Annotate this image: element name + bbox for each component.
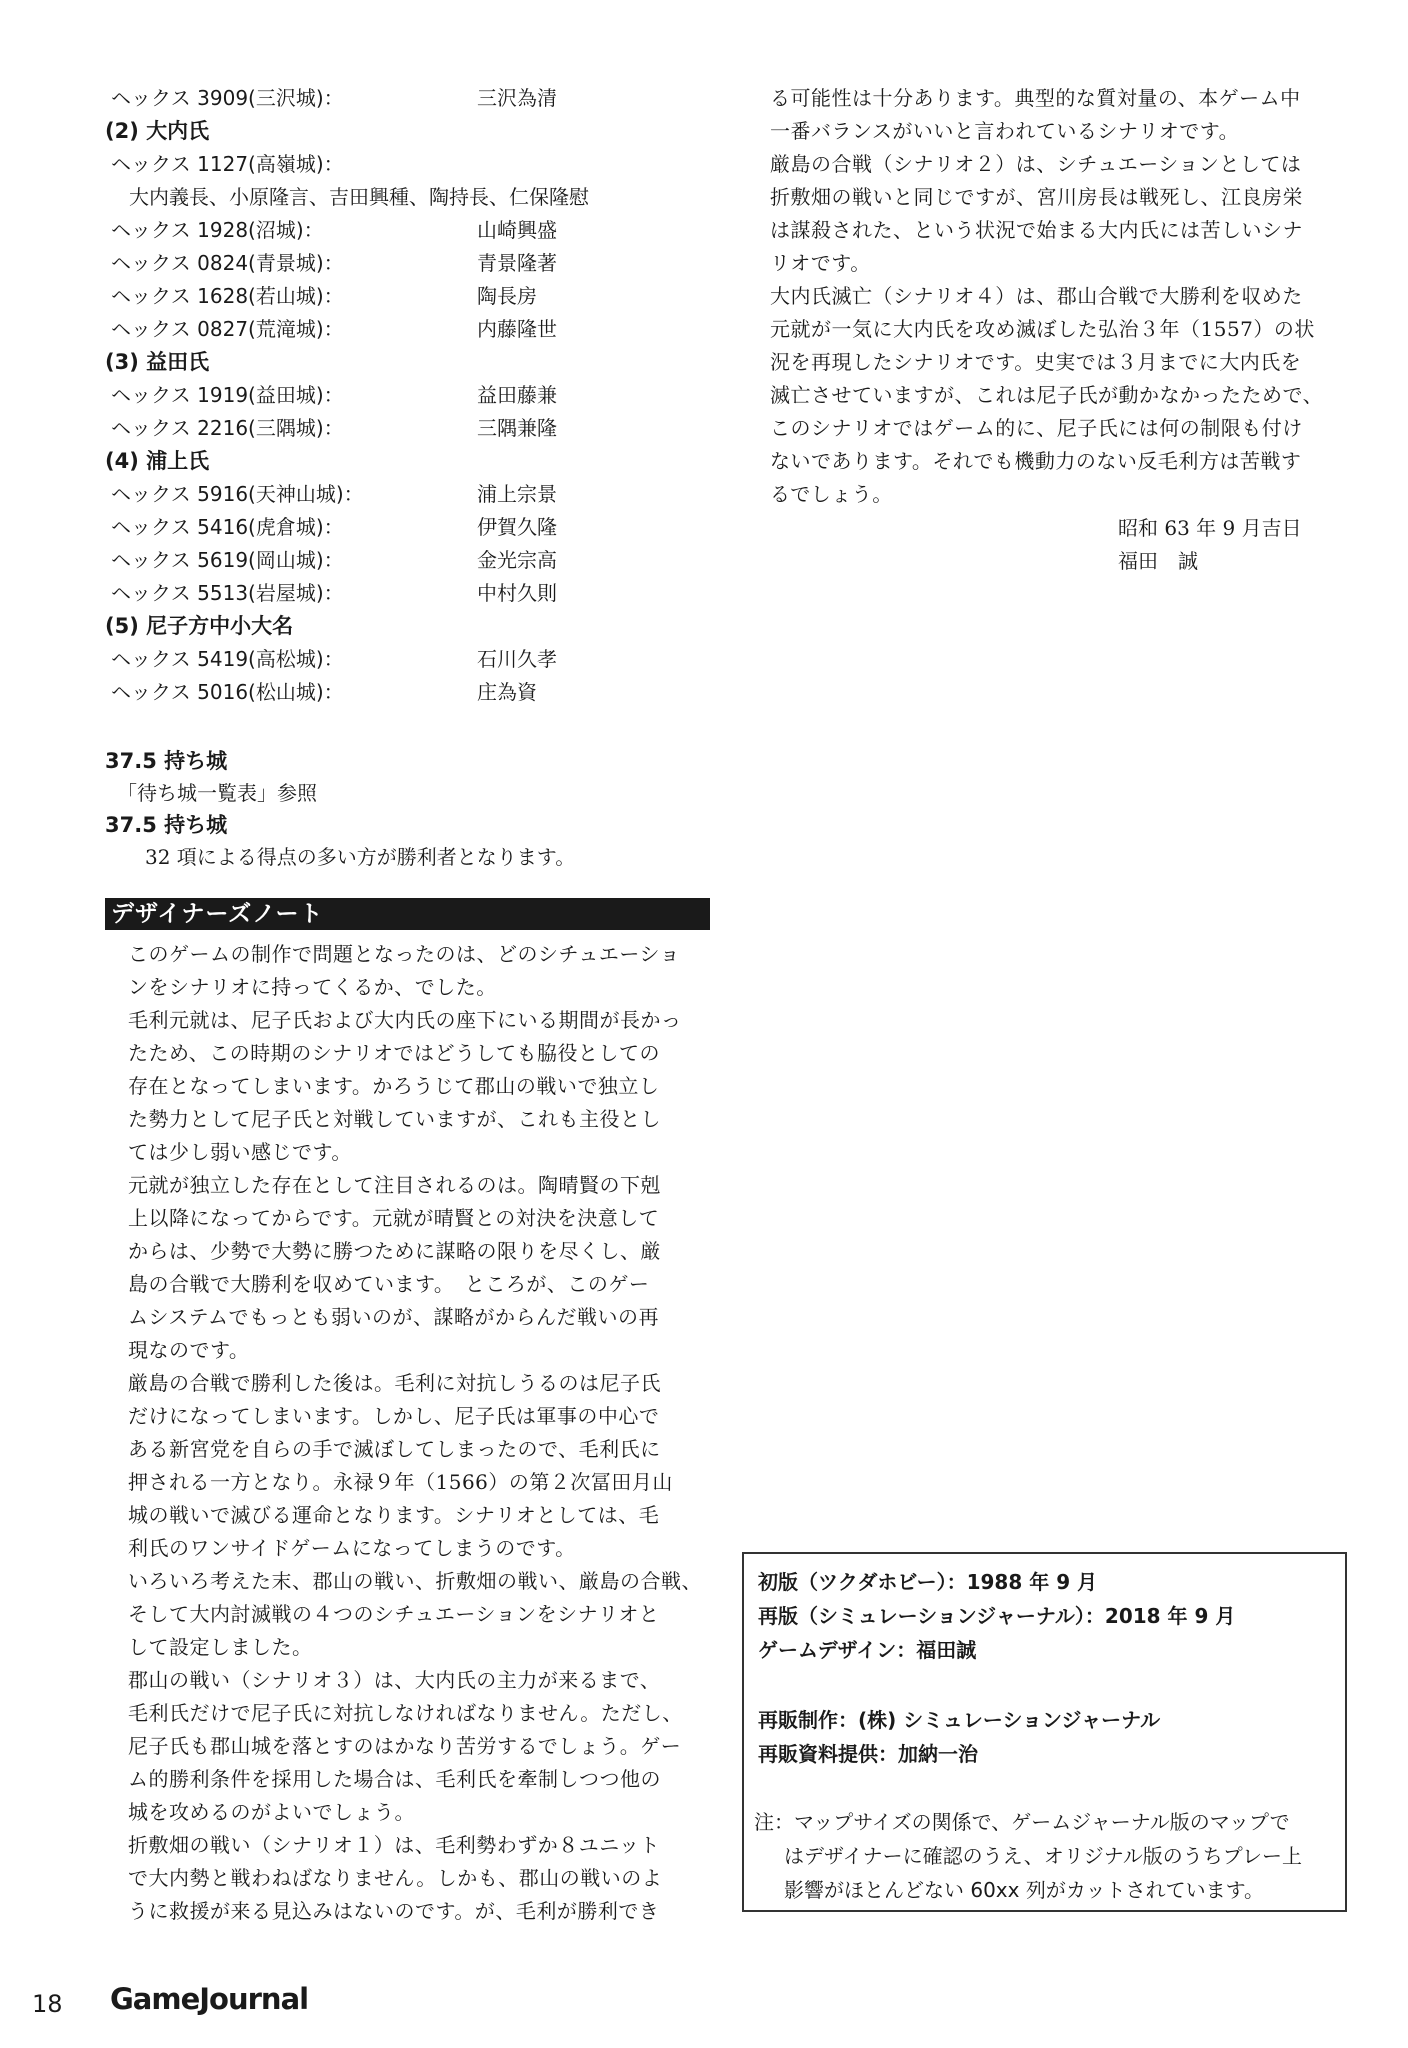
- hex-label: ヘックス 5416(虎倉城)：: [111, 515, 344, 539]
- hex-row: [105, 148, 715, 181]
- note-line: そして大内討滅戦の４つのシチュエーションをシナリオと: [128, 1602, 660, 1626]
- note-line: 上以降になってからです。元就が晴賢との対決を決意して: [128, 1206, 660, 1230]
- commander-name: 山崎興盛: [477, 218, 557, 242]
- hex-label: ヘックス 5619(岡山城)：: [111, 548, 344, 572]
- hex-label: ヘックス 0827(荒滝城)：: [111, 317, 344, 341]
- credit-note-line: 影響がほとんどない 60xx 列がカットされています。: [784, 1878, 1265, 1902]
- note-line: 一番バランスがいいと言われているシナリオです。: [770, 119, 1240, 143]
- hex-row: [105, 676, 715, 709]
- hex-row: [105, 313, 715, 346]
- credit-reissue: 再版（シミュレーションジャーナル）：2018 年 9 月: [758, 1604, 1236, 1628]
- note-line: 厳島の合戦で勝利した後は。毛利に対抗しうるのは尼子氏: [128, 1371, 661, 1395]
- section-body: 32 項による得点の多い方が勝利者となります。: [145, 845, 576, 869]
- note-line: る可能性は十分あります。典型的な質対量の、本ゲーム中: [770, 86, 1301, 110]
- credit-first-edition: 初版（ツクダホビー）：1988 年 9 月: [758, 1570, 1098, 1594]
- hex-row: [105, 643, 715, 676]
- note-line: るでしょう。: [770, 482, 893, 506]
- commander-name: 伊賀久隆: [477, 515, 557, 539]
- page-number: 18: [32, 1990, 63, 2018]
- credit-reissue-materials: 再販資料提供：加納一治: [758, 1742, 978, 1766]
- section-body: 「待ち城一覧表」参照: [117, 781, 317, 805]
- note-line: は謀殺された、という状況で始まる大内氏には苦しいシナ: [770, 218, 1303, 242]
- game-journal-logo: GameJournal: [110, 1982, 309, 2016]
- commander-name: 三隅兼隆: [477, 416, 557, 440]
- note-line: 大内氏滅亡（シナリオ４）は、郡山合戦で大勝利を収めた: [770, 284, 1303, 308]
- note-line: 島の合戦で大勝利を収めています。 ところが、このゲー: [128, 1272, 650, 1296]
- commander-name: 金光宗高: [477, 548, 557, 572]
- note-line: ないであります。それでも機動力のない反毛利方は苦戦す: [770, 449, 1302, 473]
- note-line: ンをシナリオに持ってくるか、でした。: [128, 975, 497, 999]
- note-line: うに救援が来る見込みはないのです。が、毛利が勝利でき: [128, 1899, 660, 1923]
- hex-label: ヘックス 2216(三隅城)：: [111, 416, 344, 440]
- note-line: リオです。: [770, 251, 871, 275]
- note-line: だけになってしまいます。しかし、尼子氏は軍事の中心で: [128, 1404, 660, 1428]
- commander-name: 青景隆著: [477, 251, 557, 275]
- hex-row: [105, 247, 715, 280]
- note-line: 利氏のワンサイドゲームになってしまうのです。: [128, 1536, 576, 1560]
- hex-row: [105, 544, 715, 577]
- hex-row: [105, 478, 715, 511]
- hex-row: [105, 214, 715, 247]
- hex-label: ヘックス 5513(岩屋城)：: [111, 581, 344, 605]
- note-line: 元就が独立した存在として注目されるのは。陶晴賢の下剋: [128, 1173, 661, 1197]
- note-line: 郡山の戦い（シナリオ３）は、大内氏の主力が来るまで、: [128, 1668, 661, 1692]
- castle-list: [105, 82, 715, 873]
- designer-notes-continued: [770, 82, 1345, 511]
- hex-label: ヘックス 1928(沼城)：: [111, 218, 324, 242]
- note-line: いろいろ考えた末、郡山の戦い、折敷畑の戦い、厳島の合戦、: [128, 1569, 702, 1593]
- clan-heading: (4) 浦上氏: [105, 449, 210, 473]
- note-line: ムシステムでもっとも弱いのが、謀略がからんだ戦いの再: [128, 1305, 659, 1329]
- note-line: 折敷畑の戦いと同じですが、宮川房長は戦死し、江良房栄: [770, 185, 1303, 209]
- credit-note-line: はデザイナーに確認のうえ、オリジナル版のうちプレー上: [784, 1844, 1302, 1868]
- note-line: 押される一方となり。永禄９年（1566）の第２次冨田月山: [128, 1470, 673, 1494]
- commander-name: 内藤隆世: [477, 317, 557, 341]
- note-line: 城の戦いで滅びる運命となります。シナリオとしては、毛: [128, 1503, 660, 1527]
- note-line: 滅亡させていますが、これは尼子氏が動かなかったためで、: [770, 383, 1324, 407]
- commander-name: 益田藤兼: [477, 383, 557, 407]
- note-line: 折敷畑の戦い（シナリオ１）は、毛利勢わずか８ユニット: [128, 1833, 660, 1857]
- commander-name: 石川久孝: [477, 647, 557, 671]
- clan-heading: (2) 大内氏: [105, 119, 210, 143]
- hex-row: [105, 511, 715, 544]
- hex-label: ヘックス 5016(松山城)：: [111, 680, 344, 704]
- clan-heading: (3) 益田氏: [105, 350, 210, 374]
- note-line: ては少し弱い感じです。: [128, 1140, 352, 1164]
- hex-label: ヘックス 5916(天神山城)：: [111, 482, 364, 506]
- note-line: 存在となってしまいます。かろうじて郡山の戦いで独立し: [128, 1074, 660, 1098]
- signature-author: 福田 誠: [1118, 549, 1198, 573]
- credit-game-design: ゲームデザイン：福田誠: [758, 1638, 977, 1662]
- hex-label: ヘックス 1919(益田城)：: [111, 383, 344, 407]
- hex-row: [105, 82, 715, 115]
- credit-note-line: 注：マップサイズの関係で、ゲームジャーナル版のマップで: [754, 1810, 1290, 1834]
- hex-label: ヘックス 3909(三沢城)：: [111, 86, 344, 110]
- hex-row: [105, 412, 715, 445]
- note-line: ム的勝利条件を採用した場合は、毛利氏を牽制しつつ他の: [128, 1767, 661, 1791]
- note-line: 城を攻めるのがよいでしょう。: [128, 1800, 415, 1824]
- hex-label: ヘックス 5419(高松城)：: [111, 647, 344, 671]
- signature-block: [1118, 512, 1302, 578]
- hex-row: [105, 577, 715, 610]
- note-line: 元就が一気に大内氏を攻め滅ぼした弘治３年（1557）の状: [770, 317, 1315, 341]
- designer-notes-title: デザイナーズノート: [105, 898, 710, 930]
- note-line: このゲームの制作で問題となったのは、どのシチュエーショ: [128, 942, 681, 966]
- commander-name: 庄為資: [477, 680, 537, 704]
- designer-notes-body: [128, 938, 708, 1928]
- note-line: 況を再現したシナリオです。史実では３月までに大内氏を: [770, 350, 1302, 374]
- note-line: 毛利元就は、尼子氏および大内氏の座下にいる期間が長かっ: [128, 1008, 682, 1032]
- note-line: して設定しました。: [128, 1635, 313, 1659]
- note-line: 現なのです。: [128, 1338, 250, 1362]
- note-line: で大内勢と戦わねばなりません。しかも、郡山の戦いのよ: [128, 1866, 663, 1890]
- note-line: た勢力として尼子氏と対戦していますが、これも主役とし: [128, 1107, 661, 1131]
- note-line: たため、この時期のシナリオではどうしても脇役としての: [128, 1041, 660, 1065]
- commander-name: 陶長房: [477, 284, 537, 308]
- section-heading: 37.5 持ち城: [105, 813, 228, 837]
- commander-name: 中村久則: [477, 581, 557, 605]
- note-line: 尼子氏も郡山城を落とすのはかなり苦労するでしょう。ゲー: [128, 1734, 682, 1758]
- note-line: 毛利氏だけで尼子氏に対抗しなければなりません。ただし、: [128, 1701, 683, 1725]
- clan-heading: (5) 尼子方中小大名: [105, 614, 294, 638]
- commander-names: 大内義長、小原隆言、吉田興種、陶持長、仁保隆慰: [129, 185, 589, 209]
- signature-date: 昭和 63 年 9 月吉日: [1118, 516, 1302, 540]
- hex-label: ヘックス 1628(若山城)：: [111, 284, 344, 308]
- note-line: 厳島の合戦（シナリオ２）は、シチュエーションとしては: [770, 152, 1302, 176]
- commander-name: 三沢為清: [477, 86, 557, 110]
- note-line: ある新宮党を自らの手で滅ぼしてしまったので、毛利氏に: [128, 1437, 661, 1461]
- hex-label: ヘックス 1127(高嶺城)：: [111, 152, 344, 176]
- note-line: このシナリオではゲーム的に、尼子氏には何の制限も付け: [770, 416, 1303, 440]
- credit-reissue-production: 再販制作：(株) シミュレーションジャーナル: [758, 1708, 1161, 1732]
- hex-row: [105, 280, 715, 313]
- note-line: からは、少勢で大勢に勝つために謀略の限りを尽くし、厳: [128, 1239, 661, 1263]
- hex-row: [105, 379, 715, 412]
- credits-box: [742, 1552, 1347, 1912]
- section-heading: 37.5 持ち城: [105, 749, 228, 773]
- hex-label: ヘックス 0824(青景城)：: [111, 251, 344, 275]
- commander-name: 浦上宗景: [477, 482, 557, 506]
